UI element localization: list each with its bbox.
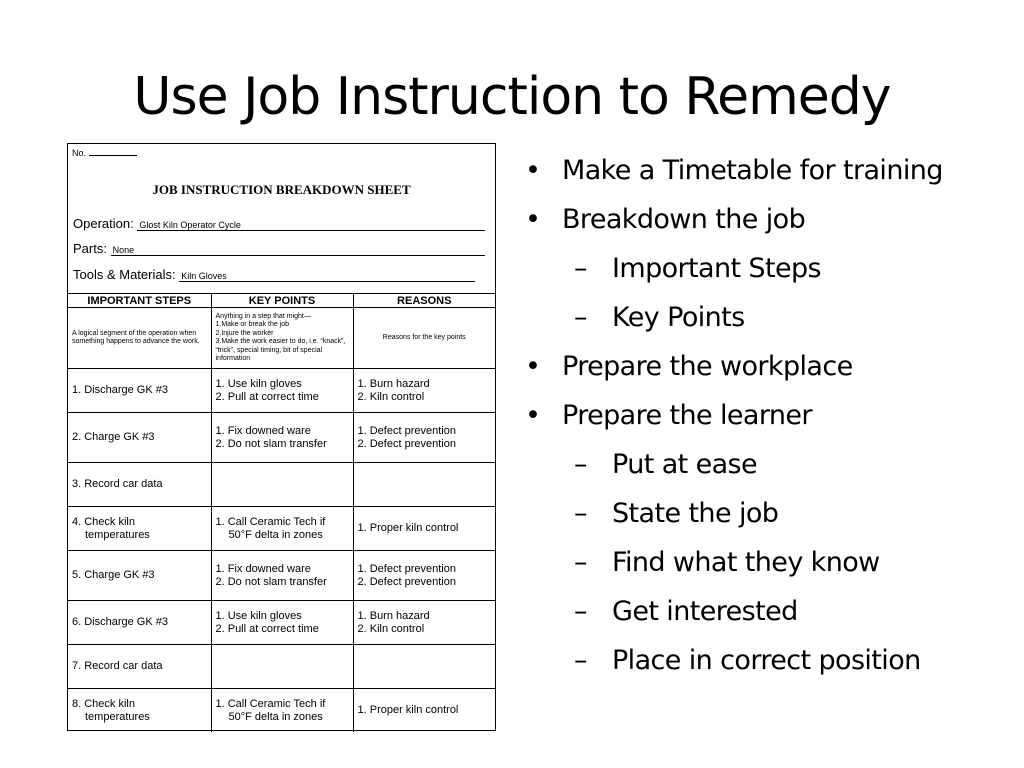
cell-line: 2. Kiln control (357, 390, 425, 403)
desc-key-line: 1.Make or break the job (215, 321, 290, 328)
cell-line: 1. Defect prevention (357, 424, 456, 437)
key-points-cell (211, 601, 353, 645)
table-row (68, 601, 495, 645)
table-row (68, 689, 495, 733)
tools-field (73, 267, 489, 282)
bullet-text: Prepare the workplace (562, 351, 853, 382)
cell-line: 7. Record car data (72, 660, 163, 672)
cell-line: 6. Discharge GK #3 (72, 616, 168, 628)
cell-line: 5. Charge GK #3 (72, 569, 155, 581)
table-row (68, 463, 495, 507)
cell-line: 1. Burn hazard (357, 377, 430, 390)
sheet-number-blank (89, 147, 137, 156)
cell-line: 2. Pull at correct time (215, 622, 319, 635)
bullet-text: Important Steps (612, 253, 821, 284)
reason-cell (353, 689, 495, 733)
cell-line: temperatures (85, 528, 150, 541)
cell-line: 4. Check kiln (72, 515, 135, 528)
cell-line: 1. Use kiln gloves (215, 609, 302, 622)
operation-value: Glost Kiln Operator Cycle (137, 220, 485, 231)
bullet-text: Key Points (612, 302, 745, 333)
reason-cell (353, 551, 495, 601)
cell-line: 1. Fix downed ware (215, 562, 311, 575)
step-cell (68, 463, 211, 507)
bullet-dot-icon: • (525, 351, 541, 382)
parts-field (73, 241, 489, 256)
table-row (68, 413, 495, 463)
header-reasons: REASONS (353, 294, 495, 308)
bullet-dash-icon: – (574, 645, 587, 676)
bullet-text: Breakdown the job (562, 204, 806, 235)
desc-key-line: 3.Make the work easier to do, i.e. “knack”, “trick”, special timing, bit of special information (215, 338, 346, 362)
key-points-cell (211, 551, 353, 601)
bullet-item (522, 395, 1012, 437)
bullet-dash-icon: – (574, 498, 587, 529)
sheet-header (68, 144, 495, 294)
sub-bullet-item (522, 297, 1012, 339)
bullet-dot-icon: • (525, 204, 541, 235)
key-points-cell (211, 413, 353, 463)
sub-bullet-item (522, 444, 1012, 486)
cell-line: 1. Discharge GK #3 (72, 384, 168, 396)
header-key-points: KEY POINTS (211, 294, 353, 308)
sheet-number (72, 147, 137, 158)
bullet-dash-icon: – (574, 547, 587, 578)
slide-title: Use Job Instruction to Remedy (133, 67, 891, 127)
step-cell (68, 413, 211, 463)
bullet-dash-icon: – (574, 253, 587, 284)
key-points-cell (211, 369, 353, 413)
parts-value: None (111, 245, 485, 256)
cell-line: 1. Proper kiln control (357, 704, 459, 716)
step-cell (68, 689, 211, 733)
cell-line: 2. Do not slam transfer (215, 437, 327, 450)
cell-line: 1. Defect prevention (357, 562, 456, 575)
sheet-number-label: No. (72, 148, 87, 158)
sub-bullet-item (522, 493, 1012, 535)
desc-reasons: Reasons for the key points (353, 308, 495, 369)
bullet-dash-icon: – (574, 596, 587, 627)
cell-line: temperatures (85, 710, 150, 723)
cell-line: 2. Defect prevention (357, 437, 456, 450)
cell-line: 2. Pull at correct time (215, 390, 319, 403)
sheet-title: JOB INSTRUCTION BREAKDOWN SHEET (152, 182, 411, 197)
sub-bullet-item (522, 542, 1012, 584)
parts-label: Parts: (73, 241, 107, 256)
bullet-text: Place in correct position (612, 645, 921, 676)
bullet-text: Make a Timetable for training (562, 155, 943, 186)
header-important-steps: IMPORTANT STEPS (68, 294, 211, 308)
bullet-text: Prepare the learner (562, 400, 812, 431)
table-description-row (68, 308, 495, 369)
step-cell (68, 551, 211, 601)
bullet-text: Get interested (612, 596, 798, 627)
bullet-item (522, 150, 1012, 192)
reason-cell (353, 413, 495, 463)
cell-line: 50°F delta in zones (228, 528, 323, 541)
reason-cell (353, 507, 495, 551)
cell-line: 1. Proper kiln control (357, 522, 459, 534)
desc-important-steps: A logical segment of the operation when something happens to advance the work. (68, 308, 211, 369)
desc-key-points (211, 308, 353, 369)
cell-line: 1. Call Ceramic Tech if (215, 697, 326, 710)
reason-cell (353, 463, 495, 507)
step-cell (68, 645, 211, 689)
cell-line: 2. Kiln control (357, 622, 425, 635)
table-row (68, 551, 495, 601)
cell-line: 2. Charge GK #3 (72, 431, 155, 443)
breakdown-table (68, 294, 495, 732)
bullet-text: Find what they know (612, 547, 880, 578)
table-header-row (68, 294, 495, 308)
desc-key-line: 2.Injure the worker (215, 329, 274, 337)
cell-line: 2. Do not slam transfer (215, 575, 327, 588)
key-points-cell (211, 645, 353, 689)
table-row (68, 507, 495, 551)
bullet-dash-icon: – (574, 302, 587, 333)
bullet-text: State the job (612, 498, 779, 529)
key-points-cell (211, 689, 353, 733)
reason-cell (353, 645, 495, 689)
cell-line: 50°F delta in zones (228, 710, 323, 723)
desc-key-line: Anything in a step that might— (215, 312, 311, 320)
bullet-list (522, 150, 1012, 689)
bullet-dot-icon: • (525, 155, 541, 186)
sub-bullet-item (522, 640, 1012, 682)
bullet-item (522, 346, 1012, 388)
step-cell (68, 601, 211, 645)
table-row (68, 645, 495, 689)
key-points-cell (211, 463, 353, 507)
cell-line: 8. Check kiln (72, 697, 135, 710)
bullet-dash-icon: – (574, 449, 587, 480)
sub-bullet-item (522, 591, 1012, 633)
table-row (68, 369, 495, 413)
cell-line: 1. Burn hazard (357, 609, 430, 622)
cell-line: 1. Use kiln gloves (215, 377, 302, 390)
tools-label: Tools & Materials: (73, 267, 176, 282)
cell-line: 2. Defect prevention (357, 575, 456, 588)
step-cell (68, 369, 211, 413)
job-instruction-breakdown-sheet (67, 143, 496, 731)
cell-line: 3. Record car data (72, 478, 163, 490)
step-cell (68, 507, 211, 551)
tools-value: Kiln Gloves (179, 271, 475, 282)
key-points-cell (211, 507, 353, 551)
cell-line: 1. Fix downed ware (215, 424, 311, 437)
sub-bullet-item (522, 248, 1012, 290)
cell-line: 1. Call Ceramic Tech if (215, 515, 326, 528)
operation-label: Operation: (73, 216, 134, 231)
operation-field (73, 216, 489, 231)
bullet-dot-icon: • (525, 400, 541, 431)
reason-cell (353, 369, 495, 413)
bullet-item (522, 199, 1012, 241)
reason-cell (353, 601, 495, 645)
bullet-text: Put at ease (612, 449, 758, 480)
